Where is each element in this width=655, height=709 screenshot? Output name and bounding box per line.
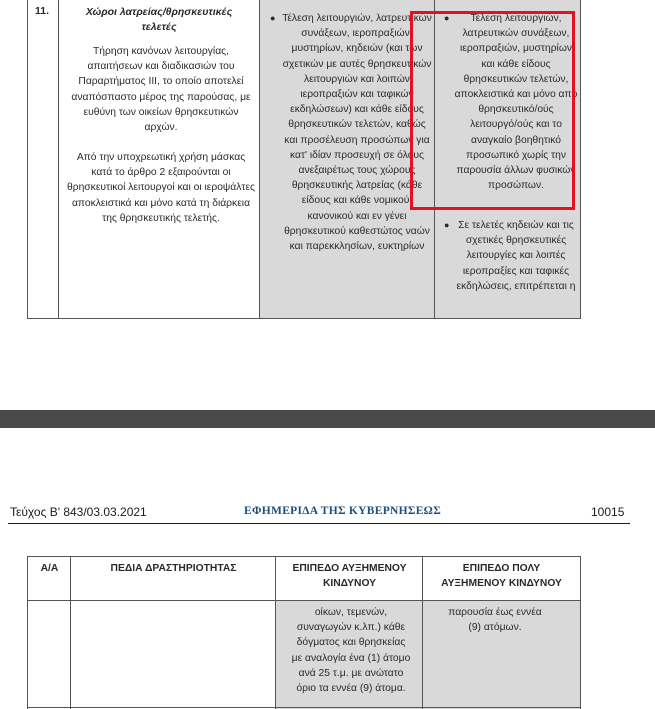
page-separator [0, 410, 655, 428]
area-paragraph-rules: Τήρηση κανόνων λειτουργίας, απαιτήσεων και διαδικασιών του Παραρτήματος ΙΙΙ, το οποίο αποτελεί αναπόσπαστο μέρος της παρούσας, με ευθύνη των οικείων θρησκευτικών αρχών. [71, 46, 251, 134]
issue-reference: Τεύχος Β' 843/03.03.2021 [10, 505, 147, 519]
header-rule [8, 523, 630, 524]
bullet-icon: ● [444, 13, 450, 23]
column-high-risk [276, 557, 423, 709]
bullet-icon: ● [444, 220, 450, 230]
red-highlight-box [410, 11, 575, 210]
column-header-very-high-risk: ΕΠΙΠΕΔΟ ΠΟΛΥ ΑΥΞΗΜΕΝΟΥ ΚΙΝΔΥΝΟΥ [441, 563, 562, 589]
high-risk-text: Τέλεση λειτουργιών, λατρευτικών συνάξεων, ιεροπραξιών, μυστηρίων, κηδειών (και των σχετικών με αυτές θρησκευτικών λειτουργιών και λοιπών ιεροπραξιών και ταφικών εκδηλώσεων) και κάθε είδους θρησκευτικών τελετών, καθώς και προσέλευση προσώπων για κατ' ιδίαν προσευχή σε όλους ανεξαιρέτως τους χώρους θρησκευτικής λατρείας (κάθε είδους και κάθε νομικού, κανονικού και εν γένει θρησκευτικού καθεστώτος ναών και παρεκκλησίων, ευκτηρίων [282, 13, 432, 253]
column-header-activity-area: ΠΕΔΙΑ ΔΡΑΣΤΗΡΙΟΤΗΤΑΣ [110, 563, 237, 574]
row-number: 11. [35, 5, 50, 17]
gazette-title: ΕΦΗΜΕΡΙΔΑ ΤΗΣ ΚΥΒΕΡΝΗΣΕΩΣ [244, 505, 442, 517]
header-row-rule [28, 600, 580, 601]
column-very-high-risk [423, 557, 580, 709]
column-header-aa: Α/Α [40, 563, 59, 574]
area-paragraph-mask-exemption: Από την υποχρεωτική χρήση μάσκας κατά το άρθρο 2 εξαιρούνται οι θρησκευτικοί λειτουργοί και οι ιεροψάλτες αποκλειστικά και μόνο κατά τη διάρκεια της θρησκευτικής τελετής. [67, 152, 255, 224]
column-header-high-risk: ΕΠΙΠΕΔΟ ΑΥΞΗΜΕΝΟΥ ΚΙΝΔΥΝΟΥ [292, 563, 407, 589]
column-aa [28, 557, 71, 709]
bullet-icon: ● [270, 13, 276, 23]
very-high-risk-text-2: Σε τελετές κηδειών και τις σχετικές θρησκευτικές λειτουργίες και λοιπές ιεροπραξίες και ταφικές εκδηλώσεις, επιτρέπεται η [456, 220, 576, 292]
high-risk-cell [260, 0, 435, 318]
page-number: 10015 [591, 505, 625, 519]
measures-table-bottom [27, 556, 581, 709]
column-activity-area [71, 557, 276, 709]
very-high-risk-text-1: Τέλεση λειτουργιών, λατρευτικών συνάξεων, ιεροπραξιών, μυστηρίων και κάθε είδους θρησκευτικών τελετών, αποκλειστικά και μόνο από θρησκευτικό/ούς λειτουργό/ούς και το αναγκαίο βοηθητικό προσωπικό χωρίς την παρουσία άλλων φυσικών προσώπων. [454, 13, 578, 192]
activity-area-cell [59, 0, 260, 318]
very-high-risk-continuation: παρουσία έως εννέα (9) ατόμων. [448, 607, 542, 634]
area-title: Χώροι λατρείας/θρησκευτικές τελετές [85, 6, 233, 33]
high-risk-continuation: οίκων, τεμενών, συναγωγών κ.λπ.) κάθε δόγματος και θρησκείας με αναλογία ένα (1) άτομο ανά 25 τ.μ. με ανώτατο όριο τα εννέα (9) άτομα. [291, 607, 411, 695]
row-number-cell [28, 0, 59, 318]
